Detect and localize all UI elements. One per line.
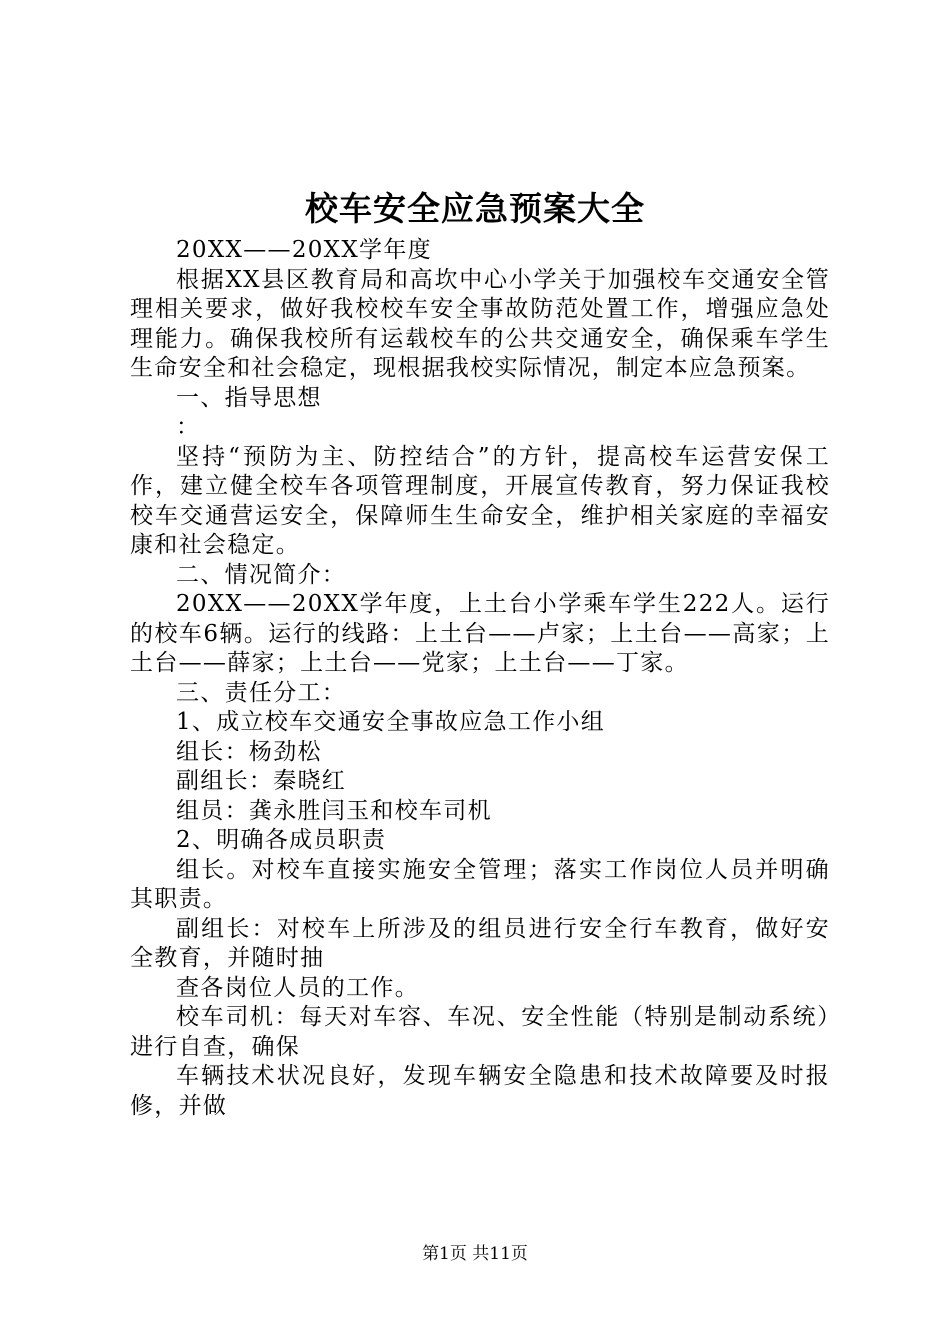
- paragraph-deputy-leader: 副组长：秦晓红: [176, 768, 347, 794]
- heading-situation: 二、情况简介：: [176, 561, 347, 588]
- paragraph-school-year: 20XX——20XX学年度: [176, 237, 432, 263]
- paragraph-deputy-duty-cont: 查各岗位人员的工作。: [176, 974, 419, 1001]
- paragraph-team-setup: 1、成立校车交通安全事故应急工作小组: [176, 709, 606, 735]
- paragraph-driver-duty: 校车司机：每天对车容、车况、安全性能（特别是制动系统）进行自查，确保: [130, 1004, 830, 1060]
- page-footer: 第1页 共11页: [422, 1244, 528, 1264]
- paragraph-guiding-ideology: 坚持“预防为主、防控结合”的方针，提高校车运营安保工作，建立健全校车各项管理制度，开展宣传教育，努力保证我校校车交通营运安全，保障师生生命安全，维护相关家庭的幸福安康和社会稳定。: [130, 443, 830, 558]
- paragraph-leader-duty: 组长。对校车直接实施安全管理；落实工作岗位人员并明确其职责。: [130, 856, 830, 912]
- paragraph-colon: ：: [176, 414, 201, 440]
- paragraph-intro: 根据XX县区教育局和高坎中心小学关于加强校车交通安全管理相关要求，做好我校校车安全事故防范处置工作，增强应急处理能力。确保我校所有运载校车的公共交通安全，确保乘车学生生命安全和社会稳定，现根据我校实际情况，制定本应急预案。: [130, 266, 830, 381]
- paragraph-deputy-duty: 副组长：对校车上所涉及的组员进行安全行车教育，做好安全教育，并随时抽: [130, 915, 830, 971]
- paragraph-situation: 20XX——20XX学年度，上土台小学乘车学生222人。运行的校车6辆。运行的线路：上土台——卢家；上土台——高家；上土台——薛家；上土台——党家；上土台——丁家。: [130, 591, 830, 676]
- paragraph-duties-heading: 2、明确各成员职责: [176, 827, 387, 853]
- heading-guiding-ideology: 一、指导思想: [176, 384, 322, 411]
- paragraph-driver-duty-cont: 车辆技术状况良好，发现车辆安全隐患和技术故障要及时报修，并做: [130, 1063, 830, 1119]
- document-body: [130, 236, 830, 1121]
- heading-responsibilities: 三、责任分工：: [176, 679, 347, 706]
- paragraph-team-leader: 组长：杨劲松: [176, 738, 322, 765]
- paragraph-team-members: 组员：龚永胜闫玉和校车司机: [176, 797, 492, 824]
- document-title: 校车安全应急预案大全: [305, 189, 645, 228]
